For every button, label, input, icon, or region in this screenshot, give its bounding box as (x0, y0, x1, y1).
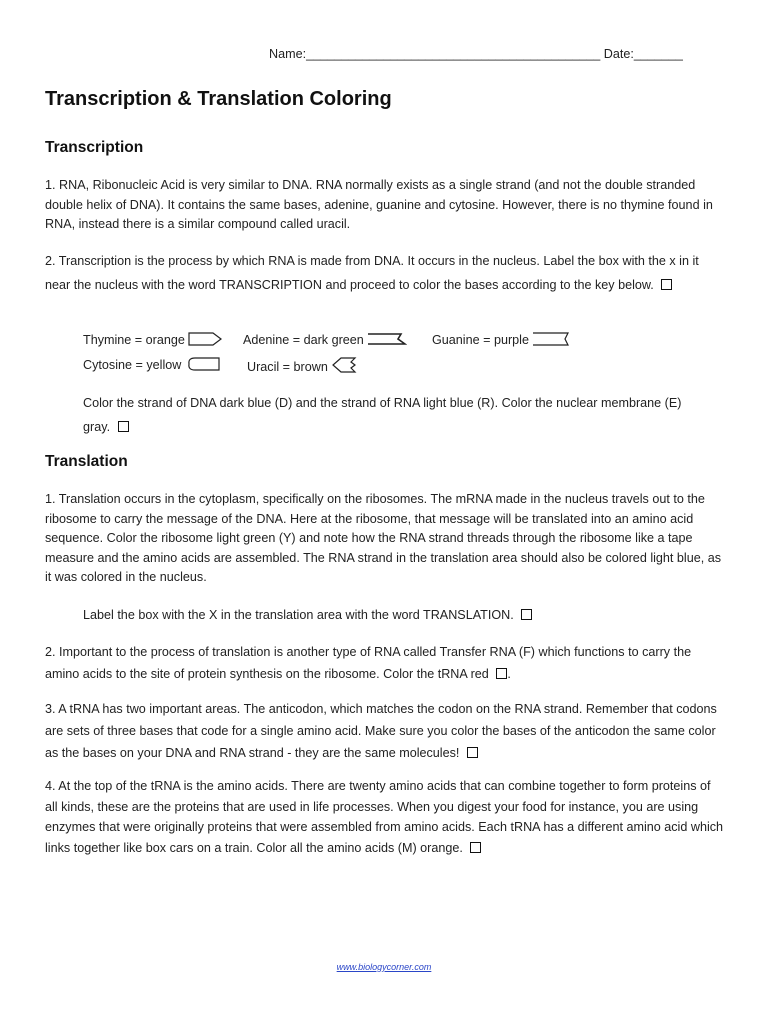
translation-paragraph-2-text: 2. Important to the process of translation is another type of RNA called Transfer RNA (F) which functions to carry the amino acids to the site of protein synthesis on the ribosome. Color the tRNA red (45, 645, 692, 681)
amino-acids-checkbox[interactable] (470, 842, 481, 853)
header-line (269, 47, 683, 61)
key-guanine-label: Guanine = purple (432, 333, 529, 347)
transcription-paragraph-1: 1. RNA, Ribonucleic Acid is very similar to DNA. RNA normally exists as a single strand (and not the double stranded double helix of DNA). It contains the same bases, adenine, guanine and cytosine. However, there is no thymine found in RNA, instead there is a similar compound called uracil. (45, 178, 713, 231)
key-cytosine (83, 356, 223, 372)
transcription-paragraph-2-text: 2. Transcription is the process by which RNA is made from DNA. It occurs in the nucleus. Label the box with the x in it near the nucleus with the word TRANSCRIPTION and proceed to color the bases according to the key below. (45, 254, 699, 292)
translation-label-instruction (83, 606, 703, 626)
trna-red-checkbox[interactable] (496, 668, 507, 679)
cytosine-shape-icon (185, 356, 223, 372)
uracil-shape-icon (331, 356, 357, 374)
translation-paragraph-3-text: 3. A tRNA has two important areas. The anticodon, which matches the codon on the RNA strand. Remember that codons are sets of three bases that code for a single amino acid. Make sure you color the bases of the anticodon the same color as the bases on your DNA and RNA strand - they are the same molecules! (45, 702, 717, 760)
key-uracil (247, 356, 357, 374)
transcription-paragraph-3 (83, 391, 683, 439)
transcription-paragraph-2 (45, 249, 725, 297)
transcription-checkbox[interactable] (661, 279, 672, 290)
key-uracil-label: Uracil = brown (247, 360, 328, 374)
key-thymine (83, 331, 222, 347)
adenine-shape-icon (367, 331, 407, 347)
translation-paragraph-1: 1. Translation occurs in the cytoplasm, specifically on the ribosomes. The mRNA made in the nucleus travels out to the ribosome to carry the message of the DNA. Here at the ribosome, that message will be translated into an amino acid sequence. Color the ribosome light green (Y) and note how the RNA strand threads through the ribosome like a tape measure and the amino acids are assembled. The RNA strand in the translation area should also be colored light blue, as it was colored in the nucleus. (45, 492, 722, 584)
key-guanine (432, 331, 570, 347)
key-thymine-label: Thymine = orange (83, 333, 185, 347)
translation-paragraph-3 (45, 698, 725, 764)
translation-paragraph-2-end: . (507, 667, 511, 681)
translation-label-checkbox[interactable] (521, 609, 532, 620)
thymine-shape-icon (188, 331, 222, 347)
footer-link-text[interactable]: www.biologycorner.com (336, 962, 432, 972)
page-title: Transcription & Translation Coloring (45, 88, 392, 110)
key-cytosine-label: Cytosine = yellow (83, 358, 182, 372)
transcription-paragraph-3-text: Color the strand of DNA dark blue (D) and the strand of RNA light blue (R). Color the nuclear membrane (E) gray. (83, 396, 682, 434)
color-dna-checkbox[interactable] (118, 421, 129, 432)
transcription-heading: Transcription (45, 139, 144, 156)
anticodon-checkbox[interactable] (467, 747, 478, 758)
translation-label-text: Label the box with the X in the translation area with the word TRANSLATION. (83, 608, 514, 622)
name-blank[interactable]: __________________________________________ (306, 47, 601, 61)
key-adenine (243, 331, 407, 347)
key-adenine-label: Adenine = dark green (243, 333, 364, 347)
translation-paragraph-2 (45, 641, 725, 685)
guanine-shape-icon (532, 331, 570, 347)
date-blank[interactable]: _______ (633, 47, 683, 61)
date-label: Date: (603, 47, 634, 61)
footer-link[interactable] (0, 962, 768, 972)
translation-paragraph-4-text: 4. At the top of the tRNA is the amino acids. There are twenty amino acids that can combine together to form proteins of all kinds, these are the proteins that are used in life processes. When you digest your food for instance, you are using enzymes that were originally proteins that were assembled from amino acids. Each tRNA has a different amino acid which links together like box cars on a train. Color all the amino acids (M) orange. (45, 779, 724, 855)
name-label: Name: (269, 47, 307, 61)
translation-heading: Translation (45, 453, 128, 470)
translation-paragraph-4 (45, 776, 725, 858)
